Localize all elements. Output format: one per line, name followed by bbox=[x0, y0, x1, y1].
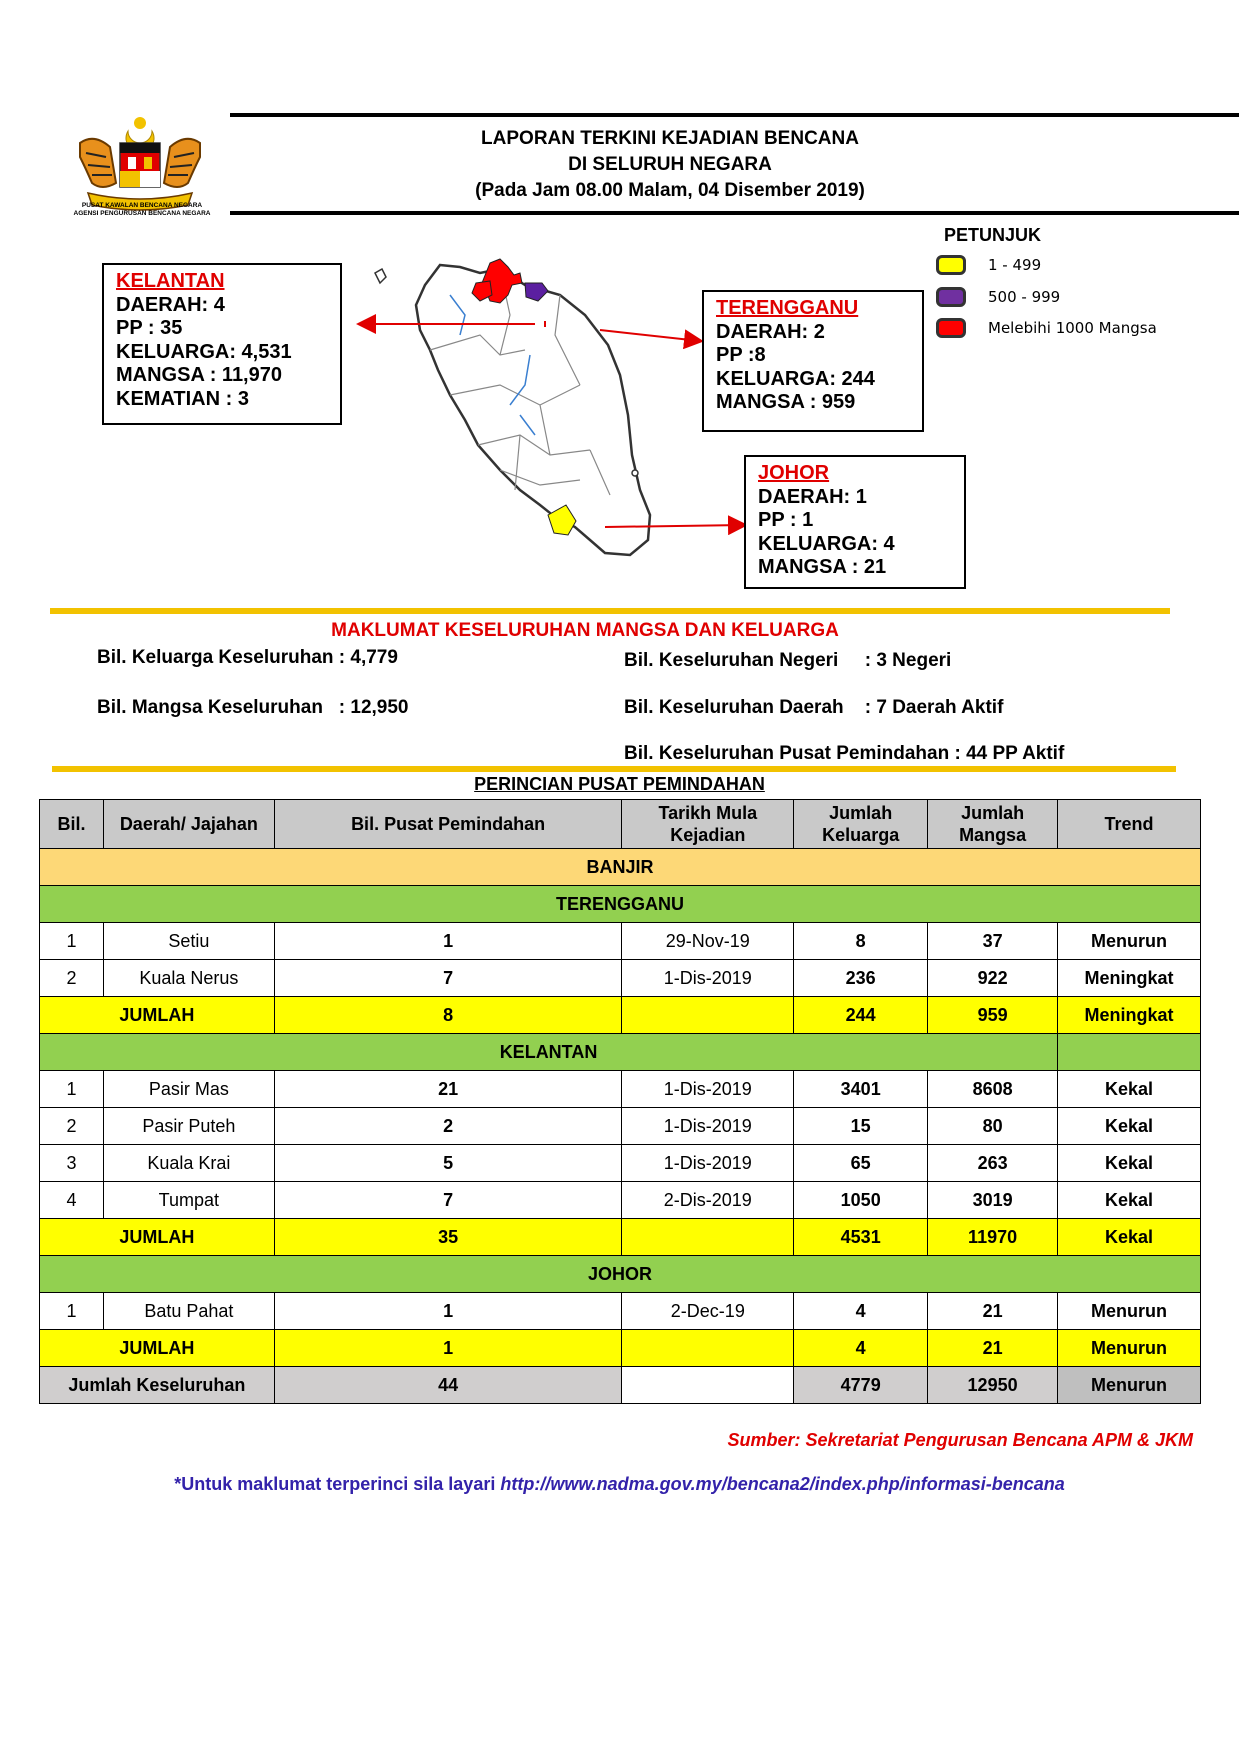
cell-keluarga: 236 bbox=[794, 960, 928, 997]
summary-mangsa: Bil. Mangsa Keseluruhan : 12,950 bbox=[97, 697, 409, 718]
subtotal-tarikh bbox=[622, 1330, 794, 1367]
col-header-tarikh bbox=[622, 800, 794, 849]
cell-bil: 1 bbox=[40, 1071, 104, 1108]
table-header-row bbox=[40, 800, 1201, 849]
cell-bil: 3 bbox=[40, 1145, 104, 1182]
cell-tarikh: 2-Dec-19 bbox=[622, 1293, 794, 1330]
subtotal-mangsa: 11970 bbox=[928, 1219, 1058, 1256]
cell-mangsa: 8608 bbox=[928, 1071, 1058, 1108]
state-row-spacer bbox=[1058, 1034, 1201, 1071]
state-pp: PP :8 bbox=[716, 344, 766, 366]
col-header-daerah: Daerah/ Jajahan bbox=[103, 800, 274, 849]
grand-total-tarikh bbox=[622, 1367, 794, 1404]
footnote-prefix: *Untuk maklumat terperinci sila layari bbox=[174, 1474, 501, 1494]
subtotal-pp: 1 bbox=[274, 1330, 622, 1367]
cell-tarikh: 29-Nov-19 bbox=[622, 923, 794, 960]
cell-tarikh: 2-Dis-2019 bbox=[622, 1182, 794, 1219]
terengganu-info-box bbox=[702, 290, 924, 432]
legend-title: PETUNJUK bbox=[944, 225, 1042, 245]
cell-trend: Kekal bbox=[1058, 1182, 1201, 1219]
subtotal-trend: Kekal bbox=[1058, 1219, 1201, 1256]
state-name: TERENGGANU bbox=[716, 297, 859, 319]
state-name: JOHOR bbox=[758, 462, 830, 484]
col-header-mangsa bbox=[928, 800, 1058, 849]
col-header-mangsa-1: Jumlah bbox=[961, 803, 1025, 823]
subtotal-label: JUMLAH bbox=[40, 1330, 275, 1367]
col-header-keluarga bbox=[794, 800, 928, 849]
cell-bil: 1 bbox=[40, 1293, 104, 1330]
footnote bbox=[0, 1474, 1239, 1495]
category-row bbox=[40, 849, 1201, 886]
state-mangsa: MANGSA : 11,970 bbox=[116, 364, 282, 386]
subtotal-label: JUMLAH bbox=[40, 997, 275, 1034]
subtotal-row-terengganu bbox=[40, 997, 1201, 1034]
cell-pp: 2 bbox=[274, 1108, 622, 1145]
col-header-tarikh-2: Kejadian bbox=[670, 825, 746, 845]
title-line-2: DI SELURUH NEGARA bbox=[568, 154, 772, 175]
summary-bottom-rule bbox=[52, 766, 1176, 772]
state-row-kelantan bbox=[40, 1034, 1201, 1071]
cell-trend: Menurun bbox=[1058, 923, 1201, 960]
subtotal-keluarga: 4 bbox=[794, 1330, 928, 1367]
cell-mangsa: 37 bbox=[928, 923, 1058, 960]
title-line-1: LAPORAN TERKINI KEJADIAN BENCANA bbox=[481, 128, 859, 149]
table-row bbox=[40, 960, 1201, 997]
state-daerah: DAERAH: 4 bbox=[116, 293, 225, 316]
col-header-keluarga-1: Jumlah bbox=[829, 803, 893, 823]
subtotal-trend: Menurun bbox=[1058, 1330, 1201, 1367]
col-header-keluarga-2: Keluarga bbox=[822, 825, 900, 845]
grand-total-pp: 44 bbox=[274, 1367, 622, 1404]
col-header-mangsa-2: Mangsa bbox=[959, 825, 1027, 845]
cell-keluarga: 4 bbox=[794, 1293, 928, 1330]
state-mangsa: MANGSA : 21 bbox=[758, 556, 887, 578]
legend-label: 1 - 499 bbox=[988, 256, 1042, 274]
cell-pp: 7 bbox=[274, 960, 622, 997]
cell-bil: 1 bbox=[40, 923, 104, 960]
summary-daerah: Bil. Keseluruhan Daerah : 7 Daerah Aktif bbox=[624, 697, 1004, 718]
kelantan-info-box bbox=[102, 263, 342, 425]
cell-keluarga: 3401 bbox=[794, 1071, 928, 1108]
state-pp: PP : 1 bbox=[758, 509, 814, 531]
table-caption bbox=[0, 774, 1239, 795]
cell-trend: Kekal bbox=[1058, 1108, 1201, 1145]
agency-line-2: AGENSI PENGURUSAN BENCANA NEGARA bbox=[73, 210, 211, 217]
arrow-terengganu bbox=[600, 330, 700, 341]
subtotal-pp: 8 bbox=[274, 997, 622, 1034]
subtotal-label: JUMLAH bbox=[40, 1219, 275, 1256]
subtotal-tarikh bbox=[622, 997, 794, 1034]
cell-keluarga: 65 bbox=[794, 1145, 928, 1182]
cell-mangsa: 263 bbox=[928, 1145, 1058, 1182]
cell-pp: 1 bbox=[274, 923, 622, 960]
cell-bil: 4 bbox=[40, 1182, 104, 1219]
cell-tarikh: 1-Dis-2019 bbox=[622, 960, 794, 997]
cell-daerah: Kuala Krai bbox=[103, 1145, 274, 1182]
table-row bbox=[40, 1108, 1201, 1145]
state-keluarga: KELUARGA: 4 bbox=[758, 532, 895, 555]
table-row bbox=[40, 923, 1201, 960]
state-title: KELANTAN bbox=[40, 1034, 1058, 1071]
summary-keluarga: Bil. Keluarga Keseluruhan : 4,779 bbox=[97, 647, 398, 668]
cell-mangsa: 922 bbox=[928, 960, 1058, 997]
state-row-terengganu bbox=[40, 886, 1201, 923]
cell-trend: Menurun bbox=[1058, 1293, 1201, 1330]
cell-trend: Kekal bbox=[1058, 1145, 1201, 1182]
agency-line-1: PUSAT KAWALAN BENCANA NEGARA bbox=[81, 202, 203, 209]
cell-daerah: Pasir Puteh bbox=[103, 1108, 274, 1145]
legend-label: Melebihi 1000 Mangsa bbox=[988, 319, 1157, 337]
cell-trend: Meningkat bbox=[1058, 960, 1201, 997]
arrow-johor bbox=[605, 525, 744, 527]
state-keluarga: KELUARGA: 244 bbox=[716, 367, 875, 390]
table-row bbox=[40, 1182, 1201, 1219]
title-line-3: (Pada Jam 08.00 Malam, 04 Disember 2019) bbox=[475, 180, 865, 201]
subtotal-row-johor bbox=[40, 1330, 1201, 1367]
source-note: Sumber: Sekretariat Pengurusan Bencana APM & JKM bbox=[727, 1430, 1193, 1450]
col-header-bil: Bil. bbox=[40, 800, 104, 849]
cell-pp: 21 bbox=[274, 1071, 622, 1108]
subtotal-row-kelantan bbox=[40, 1219, 1201, 1256]
cell-daerah: Setiu bbox=[103, 923, 274, 960]
subtotal-tarikh bbox=[622, 1219, 794, 1256]
cell-keluarga: 1050 bbox=[794, 1182, 928, 1219]
grand-total-mangsa: 12950 bbox=[928, 1367, 1058, 1404]
subtotal-trend: Meningkat bbox=[1058, 997, 1201, 1034]
summary-negeri: Bil. Keseluruhan Negeri : 3 Negeri bbox=[624, 650, 952, 671]
state-keluarga: KELUARGA: 4,531 bbox=[116, 340, 292, 363]
table-row bbox=[40, 1145, 1201, 1182]
col-header-pusat: Bil. Pusat Pemindahan bbox=[274, 800, 622, 849]
cell-bil: 2 bbox=[40, 960, 104, 997]
state-daerah: DAERAH: 1 bbox=[758, 485, 867, 508]
subtotal-keluarga: 4531 bbox=[794, 1219, 928, 1256]
cell-mangsa: 80 bbox=[928, 1108, 1058, 1145]
grand-total-row bbox=[40, 1367, 1201, 1404]
col-header-tarikh-1: Tarikh Mula bbox=[658, 803, 758, 823]
cell-daerah: Batu Pahat bbox=[103, 1293, 274, 1330]
category-label: BANJIR bbox=[40, 849, 1201, 886]
summary-title: MAKLUMAT KESELURUHAN MANGSA DAN KELUARGA bbox=[331, 620, 839, 641]
cell-mangsa: 3019 bbox=[928, 1182, 1058, 1219]
cell-daerah: Tumpat bbox=[103, 1182, 274, 1219]
table-row bbox=[40, 1293, 1201, 1330]
cell-tarikh: 1-Dis-2019 bbox=[622, 1071, 794, 1108]
cell-pp: 5 bbox=[274, 1145, 622, 1182]
state-pp: PP : 35 bbox=[116, 317, 183, 339]
cell-pp: 7 bbox=[274, 1182, 622, 1219]
state-mangsa: MANGSA : 959 bbox=[716, 391, 856, 413]
cell-mangsa: 21 bbox=[928, 1293, 1058, 1330]
state-title: TERENGGANU bbox=[40, 886, 1201, 923]
subtotal-mangsa: 959 bbox=[928, 997, 1058, 1034]
cell-tarikh: 1-Dis-2019 bbox=[622, 1145, 794, 1182]
table-row bbox=[40, 1071, 1201, 1108]
subtotal-keluarga: 244 bbox=[794, 997, 928, 1034]
state-row-johor bbox=[40, 1256, 1201, 1293]
cell-trend: Kekal bbox=[1058, 1071, 1201, 1108]
cell-keluarga: 8 bbox=[794, 923, 928, 960]
state-daerah: DAERAH: 2 bbox=[716, 320, 825, 343]
subtotal-pp: 35 bbox=[274, 1219, 622, 1256]
grand-total-keluarga: 4779 bbox=[794, 1367, 928, 1404]
cell-tarikh: 1-Dis-2019 bbox=[622, 1108, 794, 1145]
summary-pusat: Bil. Keseluruhan Pusat Pemindahan : 44 PP Aktif bbox=[624, 743, 1065, 764]
footnote-link[interactable]: http://www.nadma.gov.my/bencana2/index.php/informasi-bencana bbox=[500, 1474, 1065, 1494]
grand-total-label: Jumlah Keseluruhan bbox=[40, 1367, 275, 1404]
johor-info-box bbox=[744, 455, 966, 589]
state-title: JOHOR bbox=[40, 1256, 1201, 1293]
summary-top-rule bbox=[50, 608, 1170, 614]
table-caption-text: PERINCIAN PUSAT PEMINDAHAN bbox=[474, 774, 765, 794]
cell-pp: 1 bbox=[274, 1293, 622, 1330]
legend-label: 500 - 999 bbox=[988, 288, 1061, 306]
cell-bil: 2 bbox=[40, 1108, 104, 1145]
col-header-trend: Trend bbox=[1058, 800, 1201, 849]
subtotal-mangsa: 21 bbox=[928, 1330, 1058, 1367]
grand-total-trend: Menurun bbox=[1058, 1367, 1201, 1404]
cell-daerah: Kuala Nerus bbox=[103, 960, 274, 997]
cell-keluarga: 15 bbox=[794, 1108, 928, 1145]
state-name: KELANTAN bbox=[116, 270, 225, 292]
evacuation-centre-table bbox=[39, 799, 1201, 1404]
state-kematian: KEMATIAN : 3 bbox=[116, 387, 249, 410]
cell-daerah: Pasir Mas bbox=[103, 1071, 274, 1108]
